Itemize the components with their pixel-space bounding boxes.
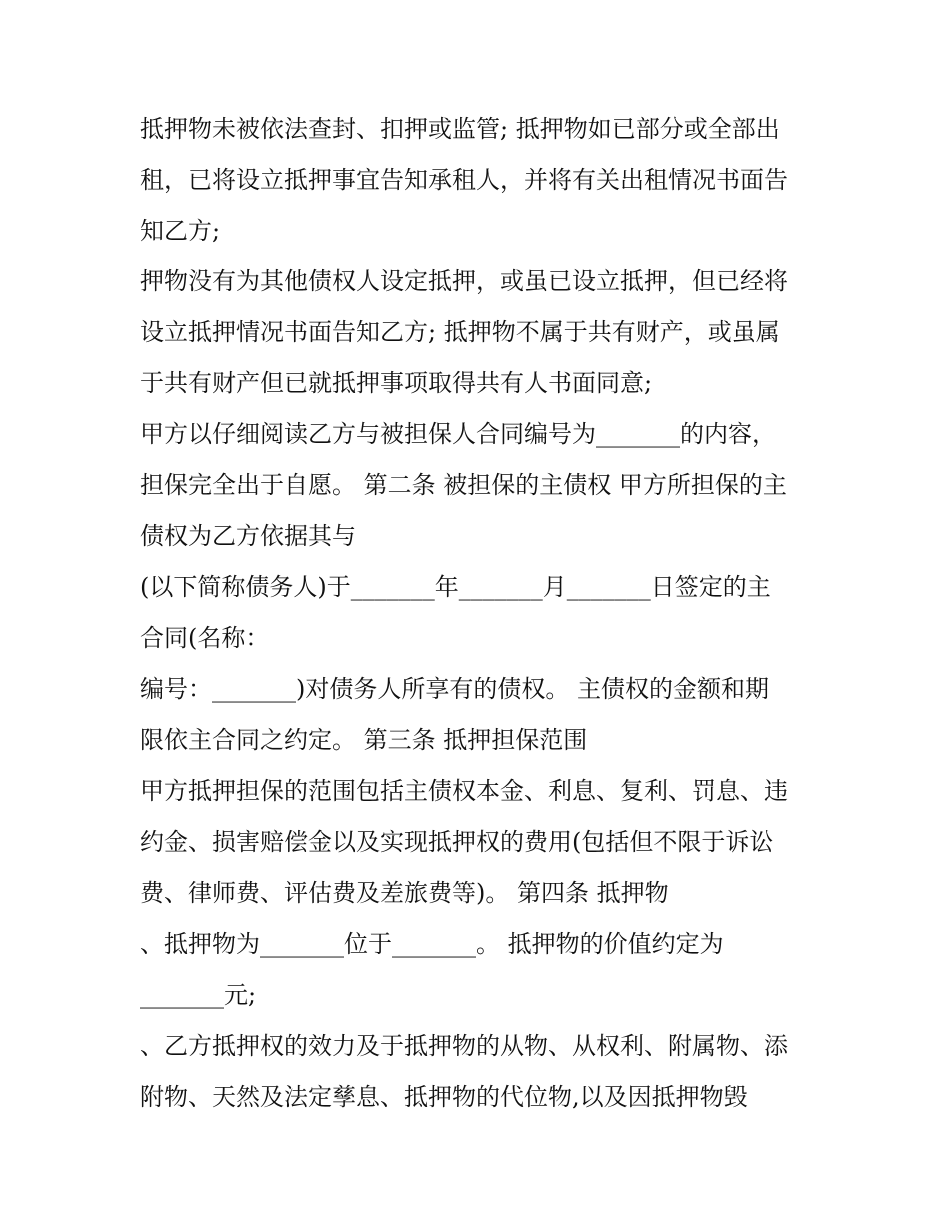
text-line: 知乙方; [140,217,221,245]
text-line: 租，已将设立抵押事宜告知承租人，并将有关出租情况书面告 [140,166,788,194]
text-line: 甲方抵押担保的范围包括主债权本金、利息、复利、罚息、违 [140,777,788,805]
text-line: 附物、天然及法定孳息、抵押物的代位物,以及因抵押物毁 [140,1083,748,1111]
text-line: 担保完全出于自愿。 第二条 被担保的主债权 甲方所担保的主 [140,471,787,499]
text-line: 约金、损害赔偿金以及实现抵押权的费用(包括但不限于诉讼 [140,828,774,856]
text-line: 债权为乙方依据其与 [140,522,356,550]
text-line: 甲方以仔细阅读乙方与被担保人合同编号为_______的内容， [140,420,776,448]
text-line: _______元; [140,981,257,1009]
text-line: 费、律师费、评估费及差旅费等)。 第四条 抵押物 [140,879,669,907]
text-line: 抵押物未被依法查封、扣押或监管; 抵押物如已部分或全部出 [140,115,780,143]
text-line: 设立抵押情况书面告知乙方; 抵押物不属于共有财产，或虽属 [140,318,780,346]
text-line: 限依主合同之约定。 第三条 抵押担保范围 [140,726,588,754]
text-line: 、乙方抵押权的效力及于抵押物的从物、从权利、附属物、添 [140,1032,788,1060]
text-line: (以下简称债务人)于_______年_______月_______日签定的主 [140,573,771,601]
text-line: 押物没有为其他债权人设定抵押，或虽已设立抵押，但已经将 [140,267,788,295]
text-line: 于共有财产但已就抵押事项取得共有人书面同意; [140,369,653,397]
text-line: 合同(名称： [140,624,270,652]
text-line: 、抵押物为_______位于_______。 抵押物的价值约定为 [140,930,724,958]
text-line: 编号：_______)对债务人所享有的债权。 主债权的金额和期 [140,675,769,703]
